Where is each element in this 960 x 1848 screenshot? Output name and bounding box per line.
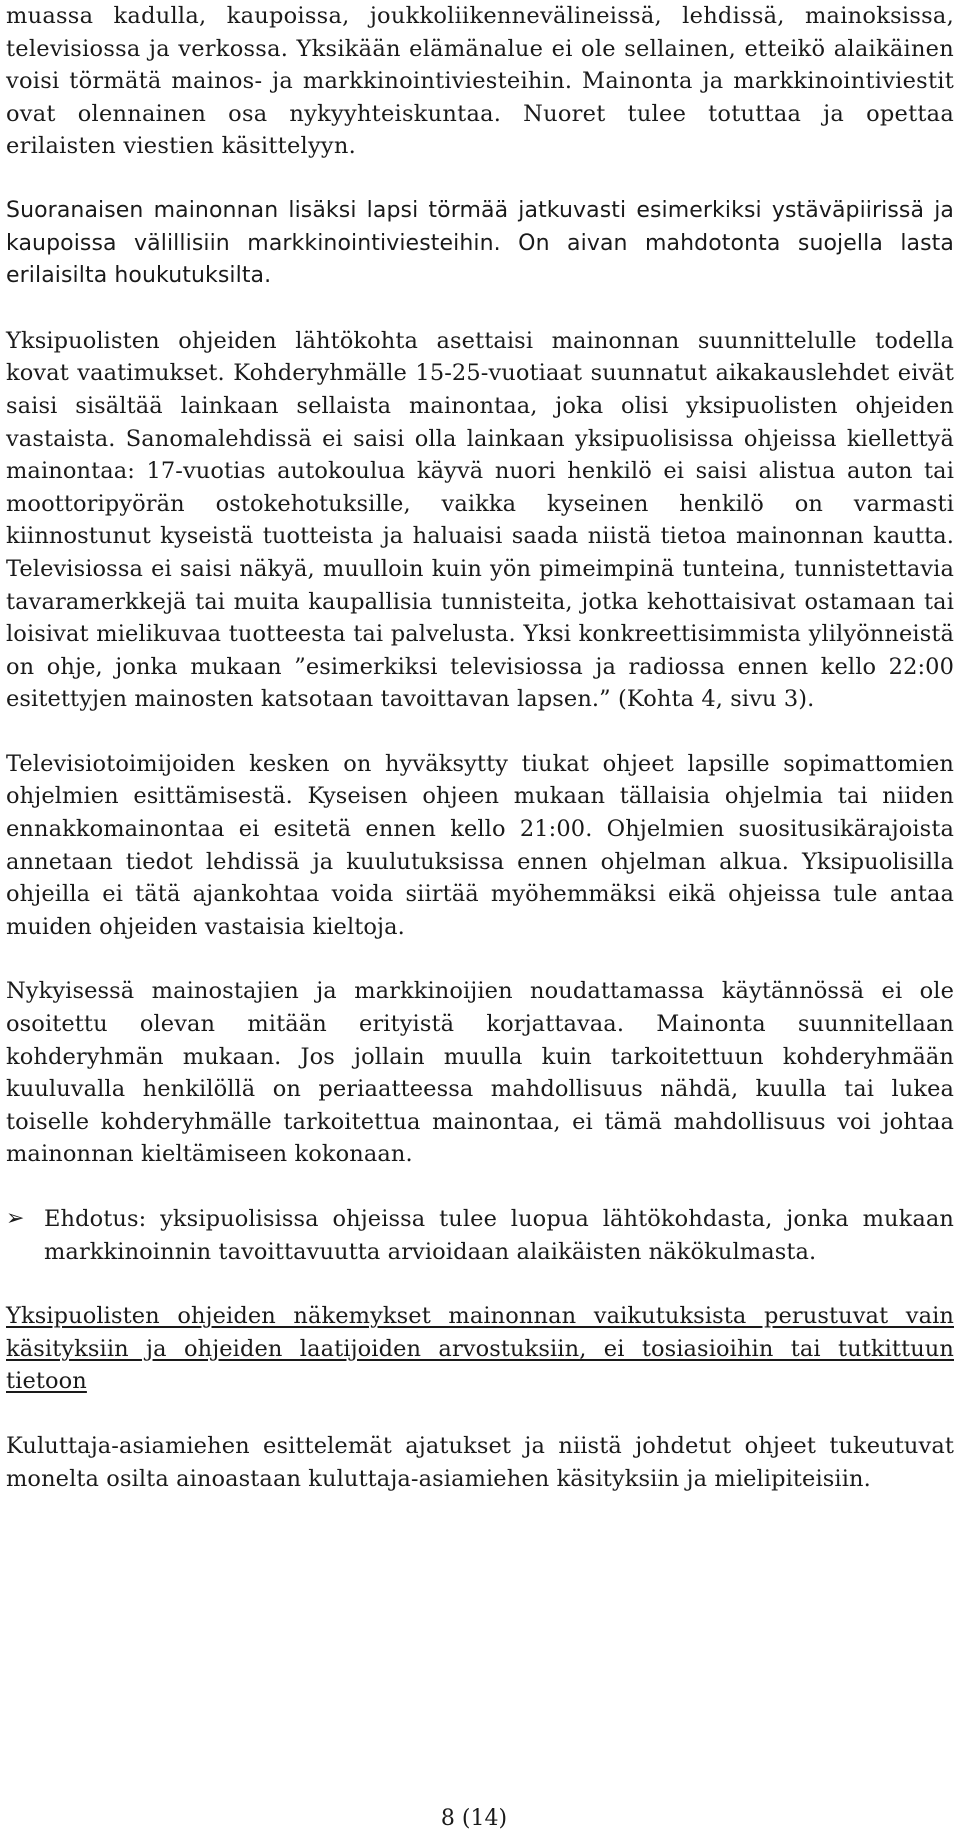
proposal-bullet <box>6 1203 954 1268</box>
paragraph-6: Kuluttaja-asiamiehen esittelemät ajatukset ja niistä johdetut ohjeet tukeutuvat monelta osilta ainoastaan kuluttaja-asiamiehen käsityksiin ja mielipiteisiin. <box>6 1432 954 1492</box>
paragraph-4: Televisiotoimijoiden kesken on hyväksytty tiukat ohjeet lapsille sopimattomien ohjelmien esittämisestä. Kyseisen ohjeen mukaan tällaisia ohjelmia tai niiden ennakkomainontaa ei esitetä ennen kello 21:00. Ohjelmien suositusikärajoista annetaan tiedot lehdissä ja kuulutuksissa ennen ohjelman alkua. Yksipuolisilla ohjeilla ei tätä ajankohtaa voida siirtää myöhemmäksi eikä ohjeissa tule antaa muiden ohjeiden vastaisia kieltoja. <box>6 750 954 940</box>
arrow-bullet-icon: ➢ <box>6 1206 25 1231</box>
page-number: 8 (14) <box>440 1806 508 1831</box>
paragraph-2: Suoranaisen mainonnan lisäksi lapsi törmää jatkuvasti esimerkiksi ystäväpiirissä ja kaupoissa välillisiin markkinointiviesteihin. On aivan mahdotonta suojella lasta erilaisilta houkutuksilta. <box>6 197 954 289</box>
document-page <box>6 0 954 1495</box>
proposal-text: Ehdotus: yksipuolisissa ohjeissa tulee luopua lähtökohdasta, jonka mukaan markkinoinnin tavoittavuutta arvioidaan alaikäisten näkökulmasta. <box>44 1206 954 1265</box>
paragraph-5: Nykyisessä mainostajien ja markkinoijien noudattamassa käytännössä ei ole osoitettu olevan mitään erityistä korjattavaa. Mainonta suunnitellaan kohderyhmän mukaan. Jos jollain muulla kuin tarkoitettuun kohderyhmään kuuluvalla henkilöllä on periaatteessa mahdollisuus nähdä, kuulla tai lukea toiselle kohderyhmälle tarkoitettua mainontaa, ei tämä mahdollisuus voi johtaa mainonnan kieltämiseen kokonaan. <box>6 978 954 1168</box>
paragraph-1: muassa kadulla, kaupoissa, joukkoliikennevälineissä, lehdissä, mainoksissa, televisiossa ja verkossa. Yksikään elämänalue ei ole sellainen, etteikö alaikäinen voisi törmätä mainos- ja markkinointiviesteihin. Mainonta ja markkinointiviestit ovat olennainen osa nykyyhteiskuntaa. Nuoret tulee totuttaa ja opettaa erilaisten viestien käsittelyyn. <box>6 3 954 160</box>
section-heading: Yksipuolisten ohjeiden näkemykset mainonnan vaikutuksista perustuvat vain käsityksiin ja ohjeiden laatijoiden arvostuksiin, ei tosiasioihin tai tutkittuun tietoon <box>6 1303 954 1395</box>
paragraph-3: Yksipuolisten ohjeiden lähtökohta asettaisi mainonnan suunnittelulle todella kovat vaatimukset. Kohderyhmälle 15-25-vuotiaat suunnatut aikakauslehdet eivät saisi sisältää lainkaan sellaista mainontaa, joka olisi yksipuolisten ohjeiden vastaista. Sanomalehdissä ei saisi olla lainkaan yksipuolisissa ohjeissa kiellettyä mainontaa: 17-vuotias autokoulua käyvä nuori henkilö ei saisi alistua auton tai moottoripyörän ostokehotuksille, vaikka kyseinen henkilö on varmasti kiinnostunut kyseistä tuotteista ja haluaisi saada niistä tietoa mainonnan kautta. Televisiossa ei saisi näkyä, muulloin kuin yön pimeimpinä tunteina, tunnistettavia tavaramerkkejä tai muita kaupallisia tunnisteita, jotka kehottaisivat ostamaan tai loisivat mielikuvaa tuotteesta tai palvelusta. Yksi konkreettisimmista ylilyönneistä on ohje, jonka mukaan ”esimerkiksi televisiossa ja radiossa ennen kello 22:00 esitettyjen mainosten katsotaan tavoittavan lapsen.” (Kohta 4, sivu 3). <box>6 327 954 713</box>
